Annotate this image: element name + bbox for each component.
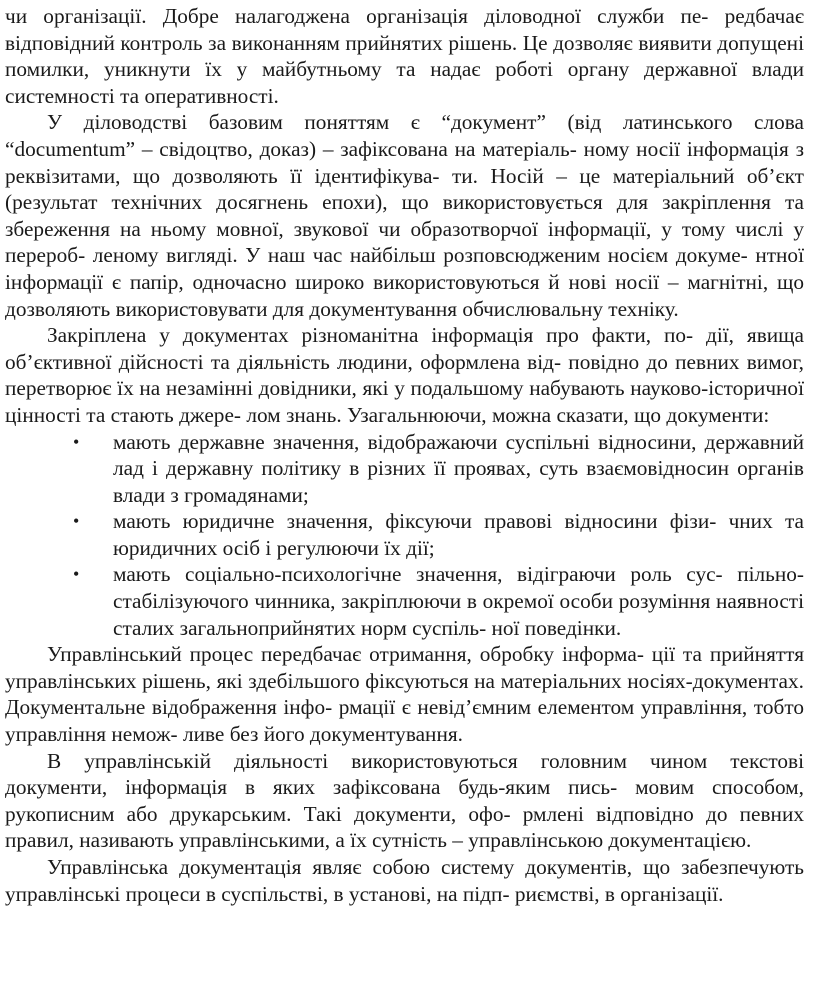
paragraph-information-in-documents: Закріплена у документах різноманітна інформація про факти, по- дії, явища об’єктивної дійсності та діяльність людини, оформлена від- повідно до певних вимог, перетворює їх на незамінні довідники, які у подальшому набувають науково-історичної цінності та стають джере- лом знань. Узагальнюючи, можна сказати, що документи: <box>5 323 804 427</box>
paragraph-management-process: Управлінський процес передбачає отримання, обробку інформа- ції та прийняття управлінських рішень, які здебільшого фіксуються на матеріальних носіях-документах. Документальне відображення інфо- рмації є невід’ємним елементом управління, тобто управління немож- ливе без його документування. <box>5 642 804 747</box>
paragraph-text-documents: В управлінській діяльності використовуються головним чином текстові документи, інформація в яких зафіксована будь-яким пись- мовим способом, рукописним або друкарським. Такі документи, офо- рмлені відповідно до певних правил, називають управлінськими, а їх сутність – управлінською документацією. <box>5 748 804 853</box>
list-item-text: мають юридичне значення, фіксуючи правові відносини фізи- чних та юридичних осіб і регулюючи їх дії; <box>113 509 804 560</box>
paragraph-continuation: чи організації. Добре налагоджена організація діловодної служби пе- редбачає відповідний контроль за виконанням прийнятих рішень. Це дозволяє виявити допущені помилки, уникнути їх у майбутньому та надає роботі органу державної влади системності та оперативності. <box>5 4 804 108</box>
bullet-icon: • <box>73 511 80 532</box>
list-item-text: мають соціально-психологічне значення, відіграючи роль сус- пільно-стабілізуючого чинника, закріплюючи в окремої особи розуміння наявності сталих загальноприйнятих норм суспіль- ної поведінки. <box>113 562 804 640</box>
paragraph-document-definition: У діловодстві базовим поняттям є “документ” (від латинського слова “documentum” – свідоцтво, доказ) – зафіксована на матеріаль- ному носії інформація з реквізитами, що дозволяють її ідентифікува- ти. Носій – це матеріальний об’єкт (результат технічних досягнень епохи), що використовується для закріплення та збереження на ньому мовної, звукової чи образотворчої інформації, у тому числі у перероб- леному вигляді. У наш час найбільш розповсюдженим носієм докуме- нтної інформації є папір, одночасно широко використовуються й нові носії – магнітні, що дозволяють використовувати для документування обчислювальну техніку. <box>5 110 804 321</box>
list-item <box>73 561 804 641</box>
bullet-icon: • <box>73 564 80 585</box>
list-item-text: мають державне значення, відображаючи суспільні відносини, державний лад і державну політику в різних її проявах, суть взаємовідносин органів влади з громадянами; <box>113 429 804 507</box>
document-significance-list <box>5 429 804 642</box>
list-item <box>73 508 804 561</box>
paragraph-management-documentation: Управлінська документація являє собою систему документів, що забезпечують управлінські процеси в суспільстві, в установі, на підп- риємстві, в організації. <box>5 855 804 906</box>
bullet-icon: • <box>73 431 80 452</box>
list-item <box>73 429 804 509</box>
